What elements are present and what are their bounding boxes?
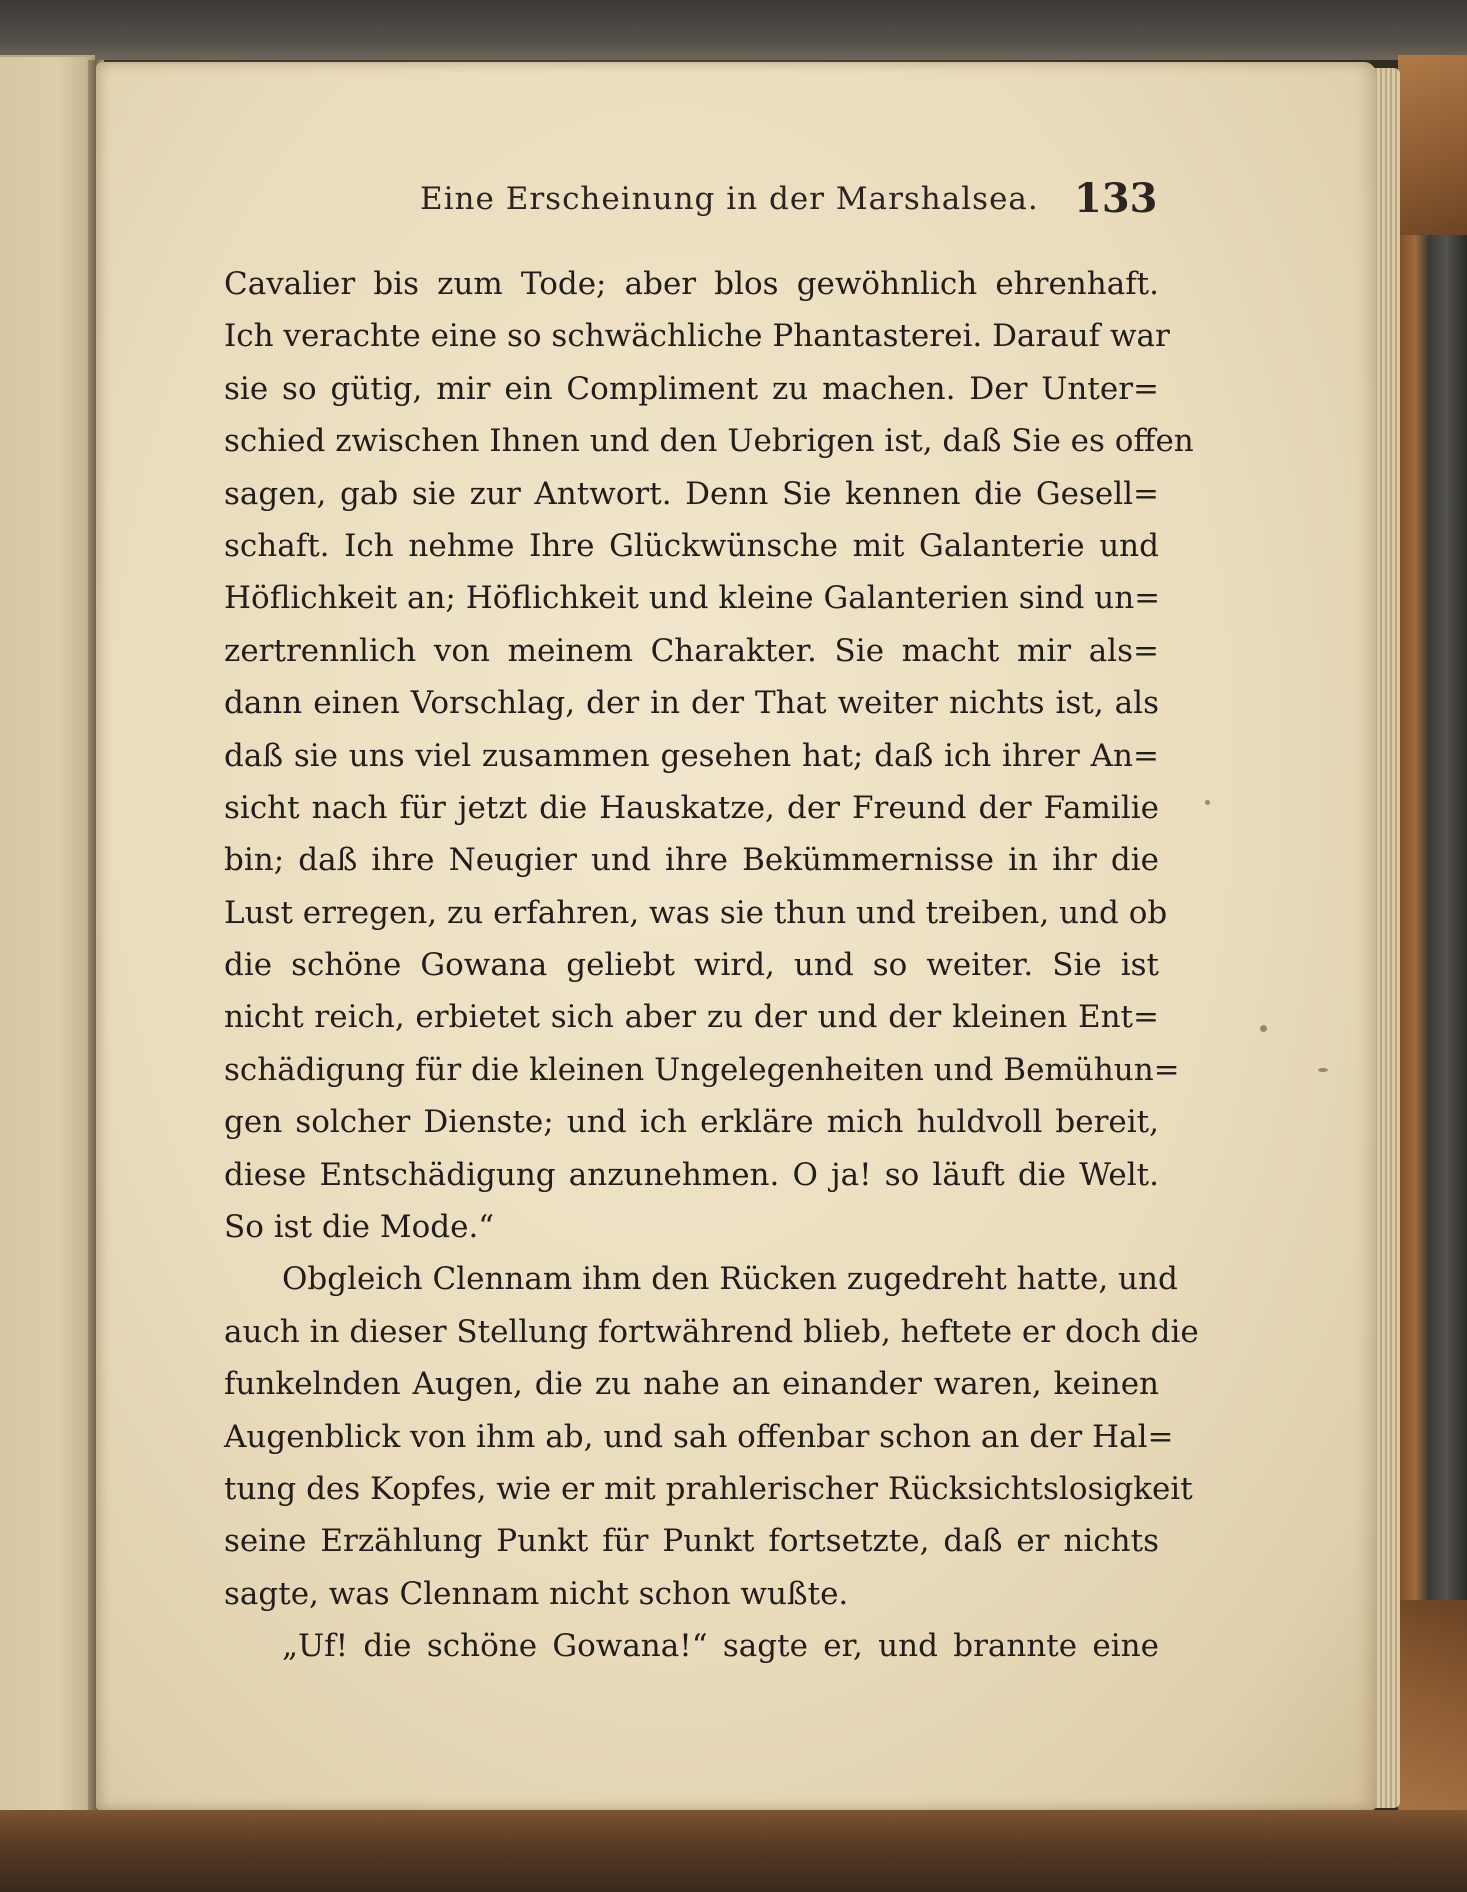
text-line: sicht nach für jetzt die Hauskatze, der Freund der Familie — [224, 789, 1159, 826]
text-line: Lust erregen, zu erfahren, was sie thun und treiben, und ob — [224, 894, 1168, 931]
text-line: bin; daß ihre Neugier und ihre Bekümmernisse in ihr die — [224, 842, 1159, 879]
running-title: Eine Erscheinung in der Marshalsea. — [420, 181, 1039, 217]
text-line: So ist die Mode.“ — [224, 1209, 495, 1246]
text-line: sie so gütig, mir ein Compliment zu machen. Der Unter= — [224, 370, 1159, 407]
page-number: 133 — [1074, 175, 1158, 222]
text-line: seine Erzählung Punkt für Punkt fortsetzte, daß er nichts — [224, 1523, 1159, 1560]
text-line: sagen, gab sie zur Antwort. Denn Sie kennen die Gesell= — [224, 475, 1159, 512]
book-bottom-edge — [0, 1810, 1467, 1892]
text-line: Cavalier bis zum Tode; aber blos gewöhnlich ehrenhaft. — [224, 266, 1159, 302]
body-text — [224, 258, 1199, 1673]
text-line: funkelnden Augen, die zu nahe an einander waren, keinen — [224, 1366, 1159, 1403]
text-line: Obgleich Clennam ihm den Rücken zugedreht hatte, und — [282, 1261, 1178, 1298]
text-line: diese Entschädigung anzunehmen. O ja! so läuft die Welt. — [224, 1156, 1159, 1193]
text-line: schaft. Ich nehme Ihre Glückwünsche mit Galanterie und — [224, 527, 1159, 564]
text-line: schädigung für die kleinen Ungelegenheiten und Bemühun= — [224, 1051, 1180, 1088]
text-line: tung des Kopfes, wie er mit prahlerischer Rücksichtslosigkeit — [224, 1470, 1193, 1507]
left-page-edge — [0, 55, 95, 1817]
text-line: nicht reich, erbietet sich aber zu der und der kleinen Ent= — [224, 999, 1159, 1036]
text-line: daß sie uns viel zusammen gesehen hat; daß ich ihrer An= — [224, 737, 1159, 774]
text-line: Höflichkeit an; Höflichkeit und kleine Galanterien sind un= — [224, 580, 1161, 617]
paper-speck — [1318, 1068, 1328, 1072]
text-line: die schöne Gowana geliebt wird, und so weiter. Sie ist — [224, 947, 1159, 984]
paper-speck — [1260, 1025, 1267, 1032]
page-header — [420, 175, 1158, 225]
text-line: auch in dieser Stellung fortwährend blieb, heftete er doch die — [224, 1313, 1199, 1350]
text-line: dann einen Vorschlag, der in der That weiter nichts ist, als — [224, 685, 1159, 722]
text-line: zertrennlich von meinem Charakter. Sie macht mir als= — [224, 632, 1159, 669]
cover-corner-top — [1398, 55, 1467, 235]
text-line: schied zwischen Ihnen und den Uebrigen ist, daß Sie es offen — [224, 423, 1194, 460]
text-line: Ich verachte eine so schwächliche Phantasterei. Darauf war — [224, 318, 1170, 355]
book-top-edge — [0, 0, 1467, 60]
text-line: Augenblick von ihm ab, und sah offenbar schon an der Hal= — [224, 1418, 1174, 1455]
text-line: sagte, was Clennam nicht schon wußte. — [224, 1575, 849, 1612]
book-cover-edge — [1398, 55, 1467, 1855]
paper-speck — [1205, 800, 1210, 805]
text-line: gen solcher Dienste; und ich erkläre mich huldvoll bereit, — [224, 1104, 1159, 1141]
text-line: „Uf! die schöne Gowana!“ sagte er, und brannte eine — [282, 1628, 1159, 1665]
page-stack-edges — [1372, 68, 1400, 1808]
